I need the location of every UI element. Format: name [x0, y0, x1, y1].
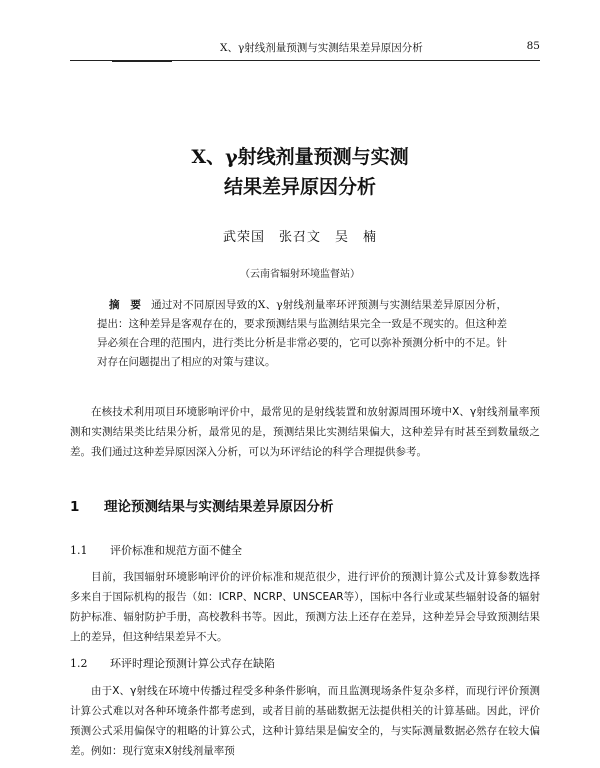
subsection-1-2-paragraph: 由于X、γ射线在环境中传播过程受多种条件影响，而且监测现场条件复杂多样，而现行评价预测计算公式难以对各种环境条件都考虑到，或者目前的基础数据无法提供相关的计算基础。因此，评价预测公式采用偏保守的粗略的计算公式，这种计算结果是偏安全的，与实际测量数据必然存在较大偏差。例如：现行宽束X射线剂量率预 [70, 685, 540, 757]
subsection-number: 1.2 [70, 657, 88, 670]
subsection-1-1-paragraph: 目前，我国辐射环境影响评价的评价标准和规范很少，进行评价的预测计算公式及计算参数选择多来自于国际机构的报告（如：ICRP、NCRP、UNSCEAR等），国标中各行业或某些辐射设备的辐射防护标准、辐射防护手册，高校教科书等。因此，预测方法上还存在差异，这种差异会导致预测结果上的差异，但这种结果差异不大。 [70, 571, 540, 643]
section-number: 1 [70, 499, 80, 515]
subsection-number: 1.1 [70, 544, 88, 557]
intro-paragraph: 在核技术利用项目环境影响评价中，最常见的是射线装置和放射源周围环境中X、γ射线剂量率预测和实测结果类比结果分析，最常见的是，预测结果比实测结果偏大，这种差异有时甚至到数量级之差。我们通过这种差异原因深入分析，可以为环评结论的科学合理提供参考。 [70, 406, 540, 458]
section-title: 理论预测结果与实测结果差异原因分析 [104, 499, 334, 515]
abstract-label: 摘 要 [109, 299, 142, 311]
authors: 武荣国 张召文 吴 楠 [222, 230, 377, 245]
affiliation: （云南省辐射环境监督站） [240, 269, 360, 280]
abstract-text: 通过对不同原因导致的X、γ射线剂量率环评预测与实测结果差异原因分析，提出：这种差异是客观存在的，要求预测结果与监测结果完全一致是不现实的。但这种差异必须在合理的范围内，进行类比分析是非常必要的，它可以弥补预测分析中的不足。针对存在问题提出了相应的对策与建议。 [97, 299, 507, 368]
running-title: X、γ射线剂量预测与实测结果差异原因分析 [220, 42, 423, 54]
subsection-title: 环评时理论预测计算公式存在缺陷 [110, 657, 275, 670]
header-rule-accent [112, 60, 172, 62]
running-header [70, 38, 540, 58]
title-line-2: 结果差异原因分析 [223, 176, 376, 198]
page-number: 85 [526, 40, 540, 52]
subsection-1-1-heading [70, 542, 242, 558]
section-1-heading [70, 495, 334, 515]
subsection-title: 评价标准和规范方面不健全 [110, 544, 242, 557]
title-line-1: X、γ射线剂量预测与实测 [191, 146, 409, 168]
subsection-1-2-heading [70, 655, 275, 671]
paper-title [0, 142, 600, 202]
abstract [97, 296, 507, 372]
